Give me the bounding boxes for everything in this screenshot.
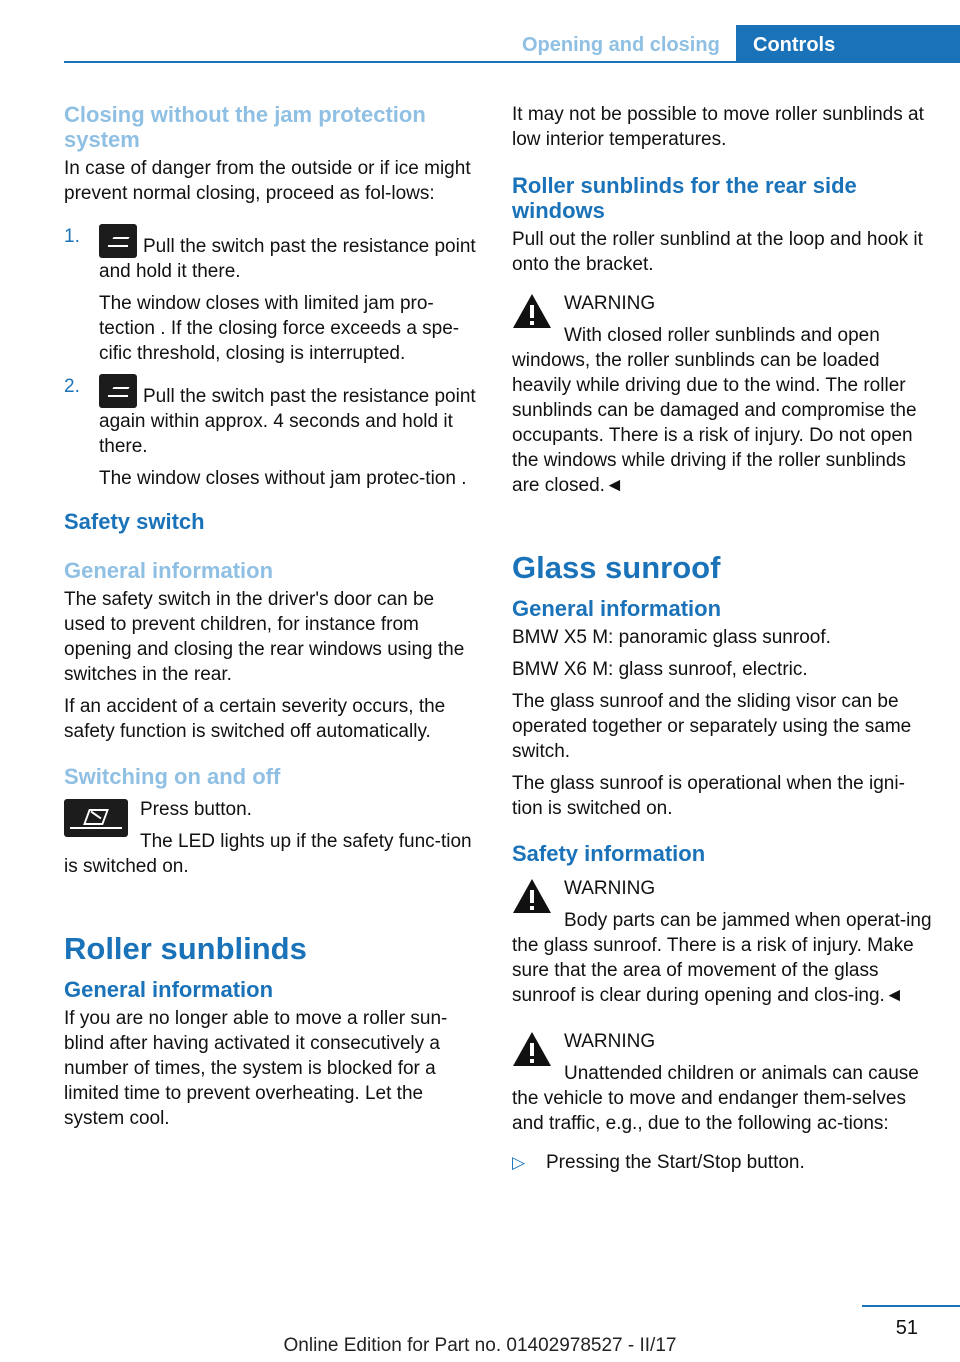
triangle-bullet-icon: ▷ bbox=[512, 1153, 526, 1172]
paragraph-closing-intro: In case of danger from the outside or if ice might prevent normal closing, proceed as fol-lows: bbox=[64, 158, 471, 204]
window-switch-icon bbox=[99, 374, 137, 408]
header-rule bbox=[64, 61, 960, 63]
warning-1 bbox=[512, 291, 932, 498]
safety-switch-block bbox=[64, 797, 476, 879]
left-column bbox=[64, 102, 476, 1138]
bullet-1-text: Pressing the Start/Stop button. bbox=[546, 1152, 805, 1173]
list-item bbox=[512, 1150, 932, 1175]
step-1-instruction: Pull the switch past the resistance point and hold it there. bbox=[99, 236, 476, 282]
safety-switch-icon bbox=[64, 799, 128, 837]
step-1-text bbox=[99, 224, 476, 284]
heading-safety-information: Safety information bbox=[512, 841, 706, 866]
warning-3-title: WARNING bbox=[564, 1031, 656, 1052]
led-text: The LED lights up if the safety func-tion is switched on. bbox=[64, 831, 472, 877]
paragraph-roller: If you are no longer able to move a roller sun-blind after having activated it consecutively a number of times, the system is blocked for a limited time to prevent overheating. Let the system cool. bbox=[64, 1008, 448, 1129]
paragraph-x6: BMW X6 M: glass sunroof, electric. bbox=[512, 659, 808, 680]
heading-closing-without-jam: Closing without the jam protection system bbox=[64, 102, 426, 152]
warning-2-title: WARNING bbox=[564, 878, 656, 899]
paragraph-low-temp: It may not be possible to move roller sunblinds at low interior temperatures. bbox=[512, 104, 924, 150]
warning-2-body: Body parts can be jammed when operat-ing the glass sunroof. There is a risk of injury. Make sure that the area of movement of the glass sunroof is clear during opening and clos-ing.◄ bbox=[512, 910, 932, 1006]
step-1-result: The window closes with limited jam pro-tection . If the closing force exceeds a spe-cific threshold, closing is interrupted. bbox=[99, 293, 460, 364]
step-2-instruction: Pull the switch past the resistance point again within approx. 4 seconds and hold it there. bbox=[99, 386, 476, 457]
paragraph-safety-2: If an accident of a certain severity occurs, the safety function is switched off automatically. bbox=[64, 696, 446, 742]
paragraph-ignition: The glass sunroof is operational when the igni-tion is switched on. bbox=[512, 773, 905, 819]
warning-triangle-icon bbox=[512, 1031, 552, 1067]
paragraph-safety-1: The safety switch in the driver's door can be used to prevent children, for instance from opening and closing the rear windows using the switches in the rear. bbox=[64, 589, 465, 685]
page-number: 51 bbox=[895, 1317, 918, 1339]
step-2-text bbox=[99, 374, 476, 459]
right-column bbox=[512, 102, 932, 1182]
window-switch-icon bbox=[99, 224, 137, 258]
warning-1-text bbox=[512, 323, 932, 498]
step-1 bbox=[64, 224, 476, 366]
heading-general-information-3: General information bbox=[512, 596, 722, 621]
warning-triangle-icon bbox=[512, 878, 552, 914]
header-tab-label: Controls bbox=[753, 34, 836, 56]
paragraph-visor: The glass sunroof and the sliding visor can be operated together or separately using the same switch. bbox=[512, 691, 912, 762]
heading-general-information-1: General information bbox=[64, 558, 274, 583]
warning-triangle-icon bbox=[512, 293, 552, 329]
heading-switching-on-off: Switching on and off bbox=[64, 764, 281, 789]
paragraph-press-button: Press button. bbox=[140, 799, 252, 820]
page-number-rule bbox=[862, 1305, 960, 1307]
warning-3 bbox=[512, 1029, 932, 1136]
heading-glass-sunroof: Glass sunroof bbox=[512, 550, 721, 585]
heading-safety-switch: Safety switch bbox=[64, 509, 205, 534]
heading-roller-sunblinds: Roller sunblinds bbox=[64, 931, 307, 966]
step-2 bbox=[64, 374, 476, 491]
warning-3-text bbox=[512, 1061, 932, 1136]
step-1-number: 1. bbox=[64, 226, 80, 247]
warning-3-body: Unattended children or animals can cause the vehicle to move and endanger them-selves and traffic, e.g., due to the following ac-tions: bbox=[512, 1063, 919, 1134]
warning-1-title: WARNING bbox=[564, 293, 656, 314]
paragraph-x5: BMW X5 M: panoramic glass sunroof. bbox=[512, 627, 831, 648]
heading-rear-side-windows: Roller sunblinds for the rear side windows bbox=[512, 173, 857, 223]
heading-general-information-2: General information bbox=[64, 977, 274, 1002]
step-2-number: 2. bbox=[64, 376, 80, 397]
warning-2 bbox=[512, 876, 932, 1008]
step-2-result: The window closes without jam protec-tion . bbox=[99, 468, 467, 489]
header-section-title: Opening and closing bbox=[522, 34, 720, 56]
warning-1-body: With closed roller sunblinds and open windows, the roller sunblinds can be loaded heavily while driving due to the wind. The roller sunblinds can be damaged and compromise the occupants. There is a risk of injury. Do not open the windows while driving if the roller sunblinds are closed.◄ bbox=[512, 325, 917, 496]
footer-edition: Online Edition for Part no. 01402978527 - II/17 bbox=[283, 1335, 677, 1356]
warning-2-text bbox=[512, 908, 932, 1008]
paragraph-rear: Pull out the roller sunblind at the loop and hook it onto the bracket. bbox=[512, 229, 923, 275]
